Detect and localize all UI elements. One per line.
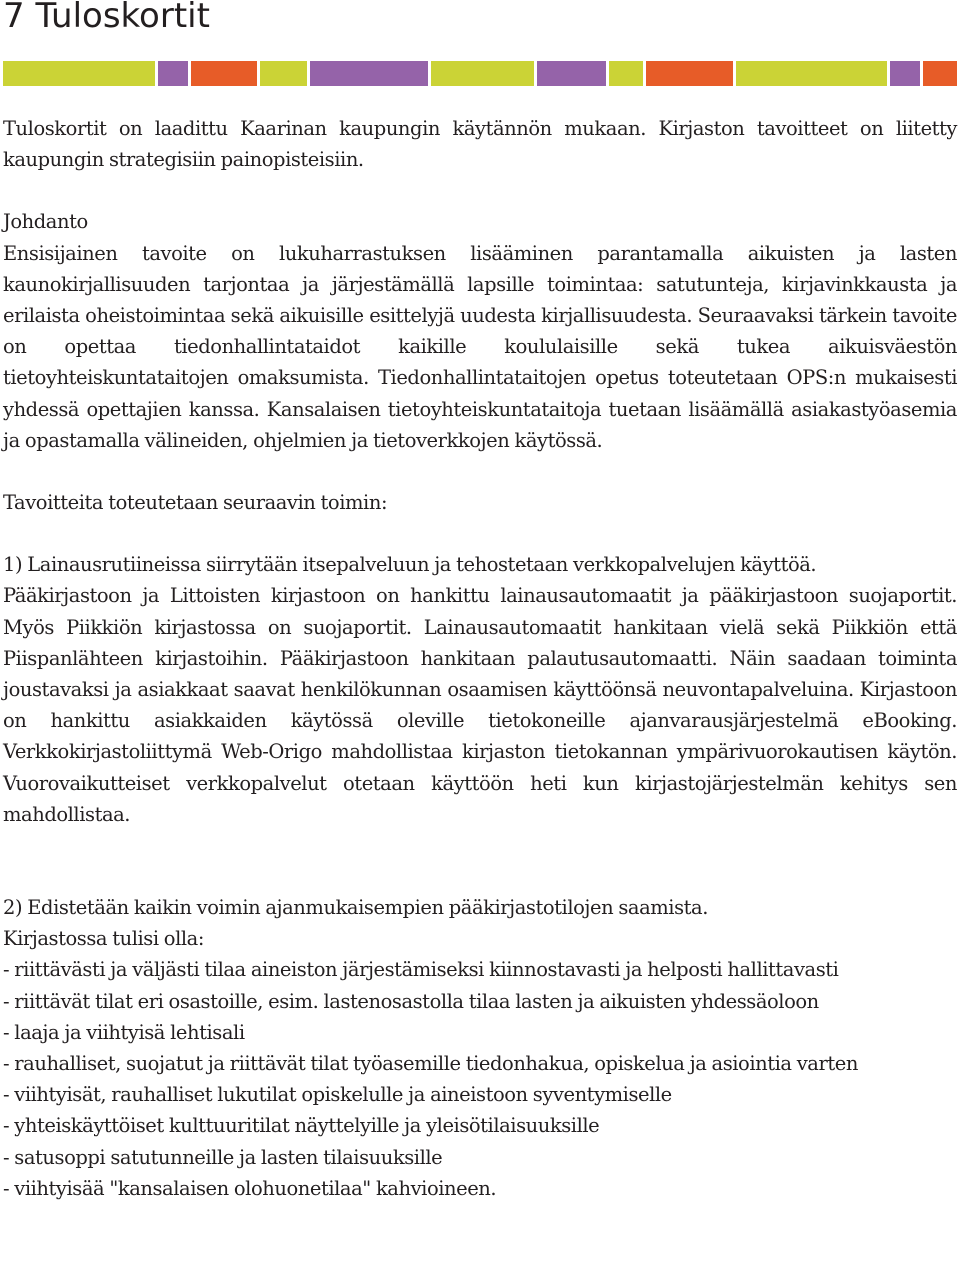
list-item: - viihtyisää "kansalaisen olohuonetilaa" kahvioineen.: [3, 1176, 497, 1200]
johdanto-paragraph: Ensisijainen tavoite on lukuharrastuksen lisääminen parantamalla aikuisten ja lasten kaunokirjallisuuden tarjontaa ja järjestämällä lapsille toimintaa: satutunteja, kirjavinkkausta ja erilaista oheistoimintaa sekä aikuisille esittelyjä uudesta kirjallisuudesta. Seuraavaksi tärkein tavoite on opettaa tiedonhallintataidot kaikille koululaisille sekä tukea aikuisväestön tietoyhteiskuntataitojen omaksumista. Tiedonhallintataitojen opetus toteutetaan OPS:n mukaisesti yhdessä opettajien kanssa. Kansalaisen tietoyhteiskuntataitoja tuetaan lisäämällä asiakastyöasemia ja opastamalla välineiden, ohjelmien ja tietoverkkojen käytössä.: [3, 241, 957, 452]
list-item: - laaja ja viihtyisä lehtisali: [3, 1020, 245, 1044]
item-2-title: 2) Edistetään kaikin voimin ajanmukaisempien pääkirjastotilojen saamista.: [3, 896, 708, 920]
bar-segment-green: [431, 61, 534, 86]
intro-paragraph: Tuloskortit on laadittu Kaarinan kaupungin käytännön mukaan. Kirjaston tavoitteet on liitetty kaupungin strategisiin painopisteisiin.: [3, 117, 957, 172]
bar-segment-orange: [191, 61, 257, 86]
bar-segment-orange: [646, 61, 733, 86]
bar-segment-purple: [537, 61, 606, 86]
document-body: [3, 113, 957, 1204]
list-item: - riittävät tilat eri osastoille, esim. lastenosastolla tilaa lasten ja aikuisten yhdessäoloon: [3, 989, 819, 1013]
requirements-list: [3, 954, 957, 1204]
bar-segment-green: [609, 61, 643, 86]
item-1-title: 1) Lainausrutiineissa siirrytään itsepalveluun ja tehostetaan verkkopalvelujen käyttöä.: [3, 553, 817, 577]
bar-segment-purple: [158, 61, 188, 86]
bar-segment-purple: [890, 61, 920, 86]
page-title: 7 Tuloskortit: [3, 0, 210, 36]
section-title-toimin: Tavoitteita toteutetaan seuraavin toimin:: [3, 491, 388, 515]
bar-segment-orange: [923, 61, 957, 86]
bar-segment-green: [736, 61, 887, 86]
list-item: - riittävästi ja väljästi tilaa aineiston järjestämiseksi kiinnostavasti ja helposti hallittavasti: [3, 958, 839, 982]
bar-segment-purple: [310, 61, 428, 86]
item-2-subtitle: Kirjastossa tulisi olla:: [3, 927, 204, 951]
decorative-color-bar: [3, 61, 957, 86]
list-item: - viihtyisät, rauhalliset lukutilat opiskelulle ja aineistoon syventymiselle: [3, 1083, 672, 1107]
section-title-johdanto: Johdanto: [3, 210, 88, 234]
list-item: - satusoppi satutunneille ja lasten tilaisuuksille: [3, 1145, 443, 1169]
bar-segment-green: [260, 61, 307, 86]
list-item: - rauhalliset, suojatut ja riittävät tilat työasemille tiedonhakua, opiskelua ja asiointia varten: [3, 1052, 858, 1076]
item-1-paragraph: Pääkirjastoon ja Littoisten kirjastoon on hankittu lainausautomaatit ja pääkirjastoon suojaportit. Myös Piikkiön kirjastossa on suojaportit. Lainausautomaatit hankitaan vielä sekä Piikkiön että Piispanlähteen kirjastoihin. Pääkirjastoon hankitaan palautusautomaatti. Näin saadaan toiminta joustavaksi ja asiakkaat saavat henkilökunnan osaamisen käyttöönsä neuvontapalveluina. Kirjastoon on hankittu asiakkaiden käytössä oleville tietokoneille ajanvarausjärjestelmä eBooking. Verkkokirjastoliittymä Web-Origo mahdollistaa kirjaston tietokannan ympärivuorokautisen käytön. Vuorovaikutteiset verkkopalvelut otetaan käyttöön heti kun kirjastojärjestelmän kehitys sen mahdollistaa.: [3, 584, 957, 826]
bar-segment-green: [3, 61, 155, 86]
list-item: - yhteiskäyttöiset kulttuuritilat näyttelyille ja yleisötilaisuuksille: [3, 1114, 600, 1138]
